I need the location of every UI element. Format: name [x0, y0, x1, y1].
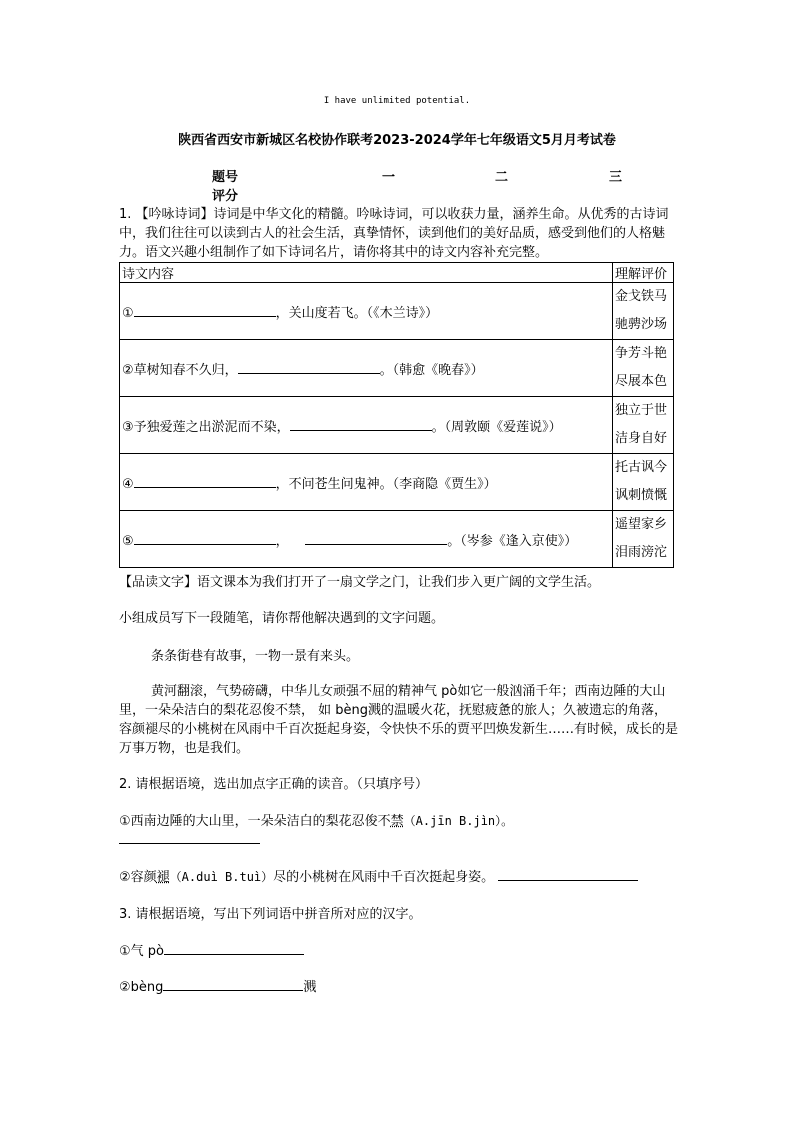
table-row — [120, 283, 674, 340]
row-before: 草树知春不久归， — [133, 362, 238, 378]
q3-item-2 — [119, 976, 316, 995]
row-after: 。（岑参《逢入京使》） — [447, 533, 578, 549]
table-row — [120, 454, 674, 511]
answer-blank[interactable] — [134, 303, 276, 317]
header-motto: I have unlimited potential. — [323, 96, 471, 106]
q3-stem: 3. 请根据语境，写出下列词语中拼音所对应的汉字。 — [119, 907, 422, 922]
q1-intro: 1. 【吟咏诗词】诗词是中华文化的精髓。吟咏诗词，可以收获力量，涵养生命。从优秀的古诗词中，我们往往可以读到古人的社会生活，真挚情怀，读到他们的美好品质，感受到他们的人格魅力。语文兴趣小组制作了如下诗词名片，请你将其中的诗文内容补充完整。 — [119, 207, 669, 260]
row-num: ④ — [122, 476, 134, 492]
row-before: 予独爱莲之出淤泥而不染， — [133, 419, 290, 435]
poem-card-table — [119, 262, 674, 568]
q3-item-2-text: ②bèng — [119, 980, 164, 995]
row-num: ① — [122, 305, 134, 321]
eval-line: 金戈铁马 — [615, 289, 668, 304]
answer-blank[interactable] — [238, 360, 380, 374]
table-row — [120, 397, 674, 454]
row-after: 。（韩愈《晚春》） — [379, 362, 484, 378]
row-after: 。（周敦颐《爱莲说》） — [431, 419, 562, 435]
eval-line: 托古讽今 — [615, 460, 668, 475]
row-mid: ， — [275, 533, 289, 549]
eval-line: 驰骋沙场 — [615, 317, 668, 332]
q2-stem: 2. 请根据语境，选出加点字正确的读音。（只填序号） — [119, 777, 429, 792]
q2-item-1-text: ①西南边陲的大山里，一朵朵洁白的梨花忍俊不 — [119, 814, 391, 829]
row-num: ③ — [122, 419, 134, 435]
eval-line: 遥望家乡 — [615, 517, 668, 532]
dotted-char: 褪 — [156, 870, 170, 885]
answer-blank[interactable] — [163, 977, 303, 991]
answer-blank[interactable] — [164, 941, 304, 955]
row-num: ② — [122, 362, 134, 378]
dotted-char: 禁 — [390, 814, 404, 829]
q2-item-2 — [119, 866, 638, 885]
answer-blank[interactable] — [134, 474, 276, 488]
score-col-2: 二 — [495, 170, 509, 185]
eval-line: 讽刺愤慨 — [615, 488, 668, 503]
eval-line: 独立于世 — [615, 403, 668, 418]
q3-item-2-tail: 溅 — [303, 980, 317, 995]
score-col-1: 一 — [382, 170, 396, 185]
table-header-eval: 理解评价 — [613, 263, 674, 283]
q3-item-1 — [119, 940, 304, 959]
reading-intro: 【品读文字】语文课本为我们打开了一扇文学之门，让我们步入更广阔的文学生活。 — [119, 575, 601, 590]
essay-paragraph-2: 黄河翻滚，气势磅礴，中华儿女顽强不屈的精神气 pò如它一般汹涌千年；西南边陲的大山里，一朵朵洁白的梨花忍俊不禁， 如 bèng溅的温暖火花，抚慰疲惫的旅人；久被遗忘的角落，容颜褪尽的小桃树在风雨中千百次挺起身姿，令快快不乐的贾平凹焕发新生……有时候，成长的是万事万物，也是我们。 — [119, 684, 679, 756]
score-col-3: 三 — [609, 170, 623, 185]
answer-blank[interactable] — [119, 843, 260, 844]
essay-paragraph-1: 条条街巷有故事，一物一景有来头。 — [151, 649, 360, 664]
page-title: 陕西省西安市新城区名校协作联考2023-2024学年七年级语文5月月考试卷 — [178, 133, 616, 148]
q3-item-1-text: ①气 pò — [119, 944, 164, 959]
answer-blank[interactable] — [134, 531, 276, 545]
row-after: ，不问苍生问鬼神。（李商隐《贾生》） — [275, 476, 497, 492]
eval-line: 洁身自好 — [615, 431, 668, 446]
score-table-row-label: 评分 — [212, 189, 239, 204]
table-row — [120, 340, 674, 397]
q2-item-2-options: （A.duì B.tuì） — [169, 870, 274, 884]
q2-item-2-text: ②容颜 — [119, 870, 157, 885]
score-table-col-label: 题号 — [212, 170, 239, 185]
eval-line: 争芳斗艳 — [615, 346, 668, 361]
answer-blank[interactable] — [290, 417, 432, 431]
q2-item-1-options: （A.jīn B.jìn）。 — [403, 814, 514, 828]
answer-blank[interactable] — [305, 531, 447, 545]
table-row — [120, 511, 674, 568]
q2-item-1 — [119, 810, 513, 829]
answer-blank[interactable] — [498, 867, 638, 881]
table-header-content: 诗文内容 — [120, 263, 613, 283]
eval-line: 泪雨滂沱 — [615, 545, 668, 560]
q2-item-2-rest: 尽的小桃树在风雨中千百次挺起身姿。 — [273, 870, 495, 885]
eval-line: 尽展本色 — [615, 374, 668, 389]
row-after: ，关山度若飞。（《木兰诗》） — [275, 305, 439, 321]
reading-instruction: 小组成员写下一段随笔，请你帮他解决遇到的文字问题。 — [119, 611, 445, 626]
row-num: ⑤ — [122, 533, 134, 549]
